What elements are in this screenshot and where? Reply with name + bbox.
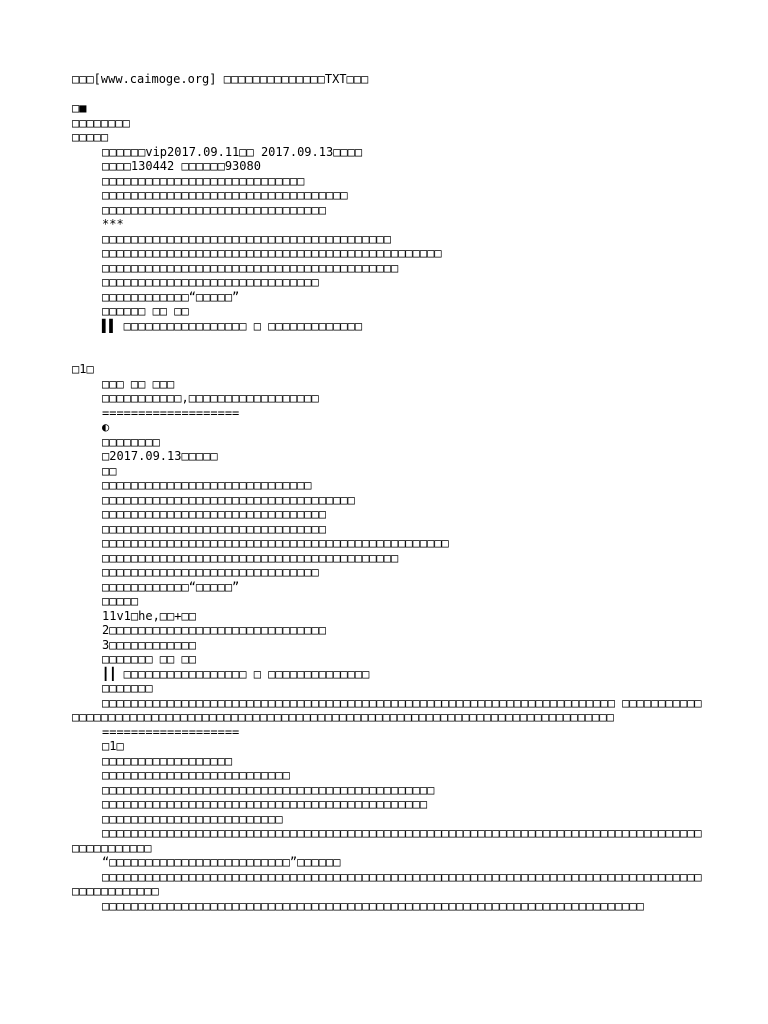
text-line: □□□□□□□□	[102, 434, 160, 449]
text-line: 3□□□□□□□□□□□□	[102, 637, 196, 652]
text-line: □□□□□□vip2017.09.11□□ 2017.09.13□□□□	[102, 144, 363, 159]
text-line: □□□□□□ □□ □□	[102, 304, 189, 318]
text-line: □■	[72, 101, 87, 115]
text-line: □□□□□□□□□□□□□□□□□□□□□□□□□□	[102, 768, 290, 782]
text-line: □□□□□□□□□□□□□□□□□□□□□□□□□	[102, 811, 283, 826]
text-line: □□□□□□□ □□ □□	[102, 652, 196, 666]
text-line: 11v1□he,□□+□□	[102, 608, 196, 623]
text-line: □1□	[102, 739, 124, 753]
text-line: ◐	[102, 420, 110, 434]
text-line: □□□□□□□□□□□□□□□□□□□□□□□□□□□□□□□	[102, 521, 326, 536]
text-line: ▌▌ □□□□□□□□□□□□□□□□□ □ □□□□□□□□□□□□□	[102, 318, 363, 333]
text-line: ===================	[102, 405, 240, 420]
intro-section	[72, 101, 706, 333]
chapter-section	[72, 362, 706, 696]
text-line: □□□ □□ □□□	[102, 376, 175, 391]
paragraph: □□□□□□□□□□□□□□□□□□□□□□□□□□□□□□□□□□□□□□□□□□□□□□□□□□□□□□□□□□□□□□□□□□□□□□□ □□□□□□□□□□□□□□□□□□□□□□□□□□□□□□□□□□□□□□□□□□□□□□□□□□□□□□□□□□□□□□□□□□□□□□□□□□□□□□□□□□□□□□	[72, 695, 702, 724]
text-line: □□□□□□□□□□□□□□□□□□□□□□□□□□□□□□□□□□□□□□□□	[102, 231, 391, 246]
text-line: □□□□□□□□	[72, 115, 130, 130]
text-line: □□□□□□□□□□□□□□□□□□□□□□□□□□□□□□□□□□	[102, 188, 348, 202]
text-line: □□□□□□□□□□□□□□□□□□□□□□□□□□□□□□□□□□□□□□□□□	[102, 260, 399, 275]
text-line: □□□□□□□□□□□□□□□□□□□□□□□□□□□□	[102, 173, 305, 188]
text-line: □□□□□	[102, 594, 139, 608]
text-line: □□□□□□□□□□□□□□□□□□□□□□□□□□□□□□□□□□□□□□□□□□□□□	[102, 797, 428, 811]
text-line: ===================	[102, 724, 240, 739]
spacer	[72, 87, 706, 102]
text-line: □□□□□□□□□□□□□□□□□□□□□□□□□□□□□□□□□□□	[102, 492, 355, 507]
text-line: □□	[102, 463, 117, 478]
quote-line: “□□□□□□□□□□□□□□□□□□□□□□□□□”□□□□□□	[102, 855, 341, 869]
document-page	[72, 72, 706, 913]
paragraph: □□□□□□□□□□□□□□□□□□□□□□□□□□□□□□□□□□□□□□□□□□□□□□□□□□□□□□□□□□□□□□□□□□□□□□□□□□□□□□□□□□□□□□□□□□□□□□	[72, 826, 702, 855]
text-line: □□□□□□□□□□□□“□□□□□”	[102, 289, 240, 304]
text-line: □□□□□	[72, 130, 109, 144]
text-line: □□□□□□□□□□□□□□□□□□□□□□□□□□□□□□□□□□□□□□□□□□□□□□□□□□□□□□□□□□□□□□□□□□□□□□□□□□□	[102, 898, 644, 913]
paragraph: □□□□□□□□□□□□□□□□□□□□□□□□□□□□□□□□□□□□□□□□□□□□□□□□□□□□□□□□□□□□□□□□□□□□□□□□□□□□□□□□□□□□□□□□□□□□□□□	[72, 869, 702, 898]
text-line: □□□□□□□□□□□□□□□□□□□□□□□□□□□□□	[102, 478, 312, 492]
text-line: □□□□□□□□□□□,□□□□□□□□□□□□□□□□□□	[102, 391, 319, 405]
text-line: □2017.09.13□□□□□	[102, 449, 218, 463]
text-line: □□□□□□□□□□□□□□□□□□	[102, 753, 233, 768]
text-line: □□□□130442 □□□□□□93080	[102, 159, 261, 173]
text-line: □□□□□□□□□□□□□□□□□□□□□□□□□□□□□□□	[102, 507, 326, 521]
text-line: □□□□□□□□□□□□□□□□□□□□□□□□□□□□□□□	[102, 202, 326, 217]
text-line: 2□□□□□□□□□□□□□□□□□□□□□□□□□□□□□□	[102, 623, 326, 637]
text-line: □□□□□□□□□□□□□□□□□□□□□□□□□□□□□□	[102, 275, 319, 289]
text-line: ┃┃ □□□□□□□□□□□□□□□□□ □ □□□□□□□□□□□□□□	[102, 666, 370, 681]
text-line: □□□□□□□□□□□□“□□□□□”	[102, 579, 240, 594]
text-line: □□□□□□□□□□□□□□□□□□□□□□□□□□□□□□	[102, 565, 319, 579]
text-line: ***	[102, 217, 124, 231]
text-line: □□□□□□□□□□□□□□□□□□□□□□□□□□□□□□□□□□□□□□□□□□□□□□□□	[102, 536, 449, 550]
spacer	[72, 333, 706, 348]
text-line: □□□□□□□□□□□□□□□□□□□□□□□□□□□□□□□□□□□□□□□□□□□□□□□	[102, 246, 442, 260]
section-one	[72, 725, 706, 827]
spacer	[72, 348, 706, 363]
text-line: □□□□□□□	[102, 681, 153, 695]
document-header: □□□[www.caimoge.org] □□□□□□□□□□□□□□TXT□□□	[72, 72, 369, 86]
text-line: □□□□□□□□□□□□□□□□□□□□□□□□□□□□□□□□□□□□□□□□□□□□□□	[102, 782, 435, 797]
text-line: □□□□□□□□□□□□□□□□□□□□□□□□□□□□□□□□□□□□□□□□□	[102, 550, 399, 565]
text-line: □1□	[72, 362, 94, 376]
